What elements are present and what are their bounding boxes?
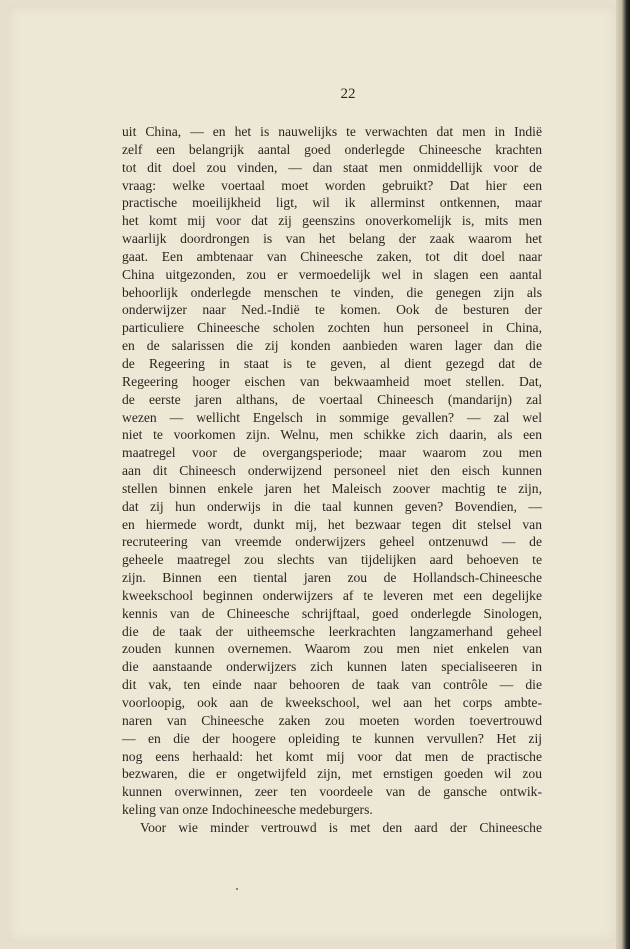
text-line: waarlijk doordrongen is van het belang der zaak waarom het <box>122 231 542 247</box>
text-line: onderwijzer naar Ned.-Indië te komen. Ook de besturen der <box>122 302 542 318</box>
text-line: kennis van de Chineesche schrijftaal, goed onderlegde Sinologen, <box>122 605 542 621</box>
text-line: practische moeilijkheid ligt, wil ik allerminst ontkennen, maar <box>122 195 542 211</box>
text-line: kweekschool beginnen onderwijzers af te leveren met een degelijke <box>122 587 542 603</box>
text-line: Regeering hooger eischen van bekwaamheid moet stellen. Dat, <box>122 373 542 389</box>
text-line: geheele maatregel zou slechts van tijdelijken aard behoeven te <box>122 552 542 568</box>
paper-speck <box>236 888 238 890</box>
text-line: dit vak, ten einde naar behooren de taak van contrôle — die <box>122 677 542 693</box>
text-line: bezwaren, die er ongetwijfeld zijn, met ernstigen goeden wil zou <box>122 766 542 782</box>
text-line: recruteering van vreemde onderwijzers geheel ontzenuwd — de <box>122 534 542 550</box>
text-line: particuliere Chineesche scholen zochten hun personeel in China, <box>122 320 542 336</box>
text-line: niet te voorkomen zijn. Welnu, men schikke zich daarin, als een <box>122 427 542 443</box>
text-line: naren van Chineesche zaken zou moeten worden toevertrouwd <box>122 712 542 728</box>
text-line: behoorlijk onderlegde menschen te vinden, die genegen zijn als <box>122 284 542 300</box>
text-line: het komt mij voor dat zij geenszins onoverkomelijk is, mits men <box>122 213 542 229</box>
text-line: uit China, — en het is nauwelijks te verwachten dat men in Indië <box>122 124 542 139</box>
text-line: de eerste jaren althans, de voertaal Chineesch (mandarijn) zal <box>122 391 542 407</box>
text-line: wezen — wellicht Engelsch in sommige gevallen? — zal wel <box>122 409 542 425</box>
text-line: vraag: welke voertaal moet worden gebruikt? Dat hier een <box>122 177 542 193</box>
text-line: stellen binnen enkele jaren het Maleisch zoover machtig te zijn, <box>122 480 542 496</box>
text-line: kunnen overwinnen, zeer ten voordeele van de gansche ontwik- <box>122 784 542 800</box>
text-line: en hiermede wordt, dunkt mij, het bezwaar tegen dit stelsel van <box>122 516 542 532</box>
text-line: die aanstaande onderwijzers zich kunnen laten specialiseeren in <box>122 659 542 675</box>
text-line: nog eens herhaald: het komt mij voor dat men de practische <box>122 748 542 764</box>
text-line: zijn. Binnen een tiental jaren zou de Hollandsch-Chineesche <box>122 570 542 586</box>
text-line: tot dit doel zou vinden, — dan staat men onmiddellijk voor de <box>122 159 542 175</box>
text-line: gaat. Een ambtenaar van Chineesche zaken, tot dit doel naar <box>122 248 542 264</box>
text-line: aan dit Chineesch onderwijzend personeel niet den eisch kunnen <box>122 463 542 479</box>
text-line: China uitgezonden, zou er vermoedelijk wel in slagen een aantal <box>122 266 542 282</box>
text-line: — en die der hoogere opleiding te kunnen vervullen? Het zij <box>122 730 542 746</box>
text-line: die de taak der uitheemsche leerkrachten langzamerhand geheel <box>122 623 542 639</box>
text-line: Voor wie minder vertrouwd is met den aard der Chineesche <box>140 819 542 835</box>
text-line: dat zij hun onderwijs in die taal kunnen geven? Bovendien, — <box>122 498 542 514</box>
text-line: maatregel voor de overgangsperiode; maar waarom zou men <box>122 445 542 461</box>
text-line: voorloopig, ook aan de kweekschool, wel aan het corps ambte- <box>122 695 542 710</box>
text-line: de Regeering in staat is te geven, al dient gezegd dat de <box>122 355 542 371</box>
page-edge-shadow <box>616 0 630 949</box>
body-text <box>122 123 542 837</box>
text-line: en de salarissen die zij konden aanbieden waren lager dan die <box>122 338 542 354</box>
text-line: keling van onze Indochineesche medeburgers. <box>122 802 373 818</box>
page-number: 22 <box>340 86 356 102</box>
text-line: zelf een belangrijk aantal goed onderlegde Chineesche krachten <box>122 141 542 157</box>
text-line: zouden kunnen overnemen. Waarom zou men niet enkelen van <box>122 641 542 657</box>
